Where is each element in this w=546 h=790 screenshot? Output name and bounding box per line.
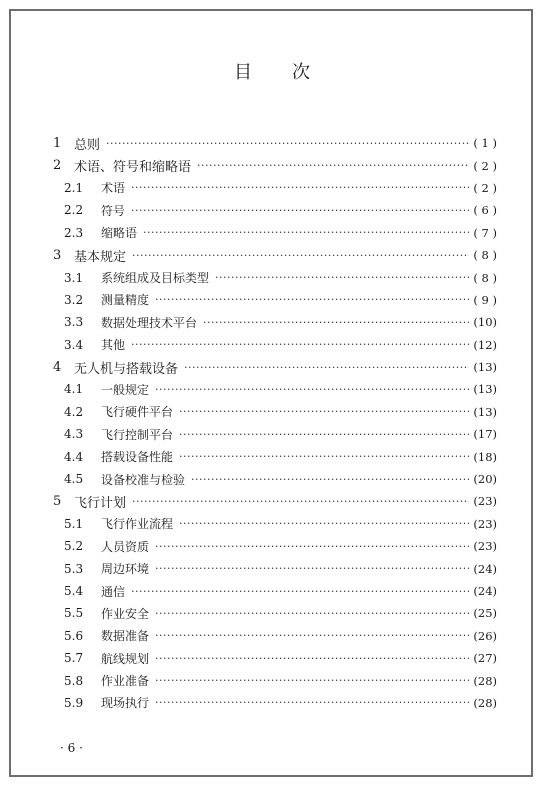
page-title	[0, 58, 546, 84]
toc-chapter-entry[interactable]	[53, 154, 497, 176]
dot-leader	[155, 540, 469, 553]
dot-leader	[179, 517, 469, 530]
toc-section-entry[interactable]	[53, 602, 497, 624]
toc-entry-page: ( 6 )	[473, 203, 497, 218]
toc-section-entry[interactable]	[53, 669, 497, 691]
toc-chapter-entry[interactable]	[53, 132, 497, 154]
toc-entry-title: 缩略语	[101, 226, 138, 241]
toc-section-entry[interactable]	[53, 311, 497, 333]
toc-entry-page: ( 1 )	[473, 136, 497, 151]
dot-leader	[197, 159, 469, 172]
toc-entry-page: (23)	[473, 539, 497, 554]
toc-section-entry[interactable]	[53, 177, 497, 199]
toc-entry-title: 飞行硬件平台	[101, 405, 174, 420]
toc-chapter-entry[interactable]	[53, 244, 497, 266]
title-char-1: 目	[234, 62, 254, 83]
toc-entry-page: (23)	[473, 516, 497, 531]
toc-entry-number: 2.3	[64, 225, 84, 240]
toc-entry-number: 4.4	[64, 449, 84, 464]
toc-section-entry[interactable]	[53, 692, 497, 714]
toc-entry-number: 5	[53, 493, 62, 509]
toc-entry-title: 符号	[101, 203, 126, 218]
dot-leader	[155, 652, 469, 665]
toc-entry-title: 测量精度	[101, 293, 150, 308]
toc-entry-title: 通信	[101, 584, 126, 599]
toc-entry-number: 3.4	[64, 337, 84, 352]
dot-leader	[143, 226, 469, 239]
dot-leader	[155, 562, 469, 575]
toc-entry-page: (28)	[473, 673, 497, 688]
toc-section-entry[interactable]	[53, 625, 497, 647]
toc-entry-title: 作业准备	[101, 674, 150, 689]
toc-entry-title: 数据准备	[101, 629, 150, 644]
dot-leader	[155, 607, 469, 620]
toc-section-entry[interactable]	[53, 647, 497, 669]
dot-leader	[131, 181, 469, 194]
toc-entry-title: 一般规定	[101, 382, 150, 397]
toc-entry-title: 飞行控制平台	[101, 427, 174, 442]
toc-entry-number: 1	[53, 135, 62, 151]
toc-entry-number: 5.3	[64, 561, 84, 576]
toc-section-entry[interactable]	[53, 289, 497, 311]
toc-entry-page: (27)	[473, 651, 497, 666]
toc-entry-title: 系统组成及目标类型	[101, 271, 210, 286]
toc-entry-title: 飞行作业流程	[101, 517, 174, 532]
toc-entry-page: (10)	[473, 315, 497, 330]
toc-chapter-entry[interactable]	[53, 490, 497, 512]
toc-entry-title: 术语	[101, 181, 126, 196]
toc-section-entry[interactable]	[53, 557, 497, 579]
toc-entry-title: 术语、符号和缩略语	[74, 160, 192, 176]
dot-leader	[215, 271, 469, 284]
table-of-contents	[53, 132, 497, 714]
toc-entry-page: (13)	[473, 360, 497, 375]
toc-section-entry[interactable]	[53, 580, 497, 602]
toc-entry-title: 现场执行	[101, 696, 150, 711]
toc-entry-number: 5.7	[64, 651, 84, 666]
title-char-2: 次	[292, 62, 312, 83]
toc-entry-title: 其他	[101, 338, 126, 353]
toc-entry-number: 3	[53, 247, 62, 263]
toc-section-entry[interactable]	[53, 378, 497, 400]
toc-entry-number: 5.2	[64, 539, 84, 554]
toc-entry-page: ( 8 )	[473, 248, 497, 263]
dot-leader	[132, 249, 469, 262]
toc-section-entry[interactable]	[53, 401, 497, 423]
dot-leader	[191, 473, 469, 486]
toc-entry-number: 3.1	[64, 270, 84, 285]
toc-entry-number: 3.3	[64, 315, 84, 330]
toc-entry-title: 飞行计划	[74, 495, 127, 511]
dot-leader	[179, 450, 469, 463]
dot-leader	[106, 137, 469, 150]
toc-entry-page: ( 2 )	[473, 158, 497, 173]
page-number: · 6 ·	[60, 741, 83, 755]
toc-entry-title: 总则	[74, 137, 101, 153]
toc-entry-title: 设备校准与检验	[101, 472, 186, 487]
toc-section-entry[interactable]	[53, 334, 497, 356]
toc-entry-number: 5.6	[64, 628, 84, 643]
toc-entry-page: (23)	[473, 494, 497, 509]
dot-leader	[155, 674, 469, 687]
toc-entry-title: 基本规定	[74, 249, 127, 265]
toc-entry-number: 2	[53, 158, 62, 174]
dot-leader	[155, 383, 469, 396]
toc-entry-title: 作业安全	[101, 606, 150, 621]
dot-leader	[131, 585, 469, 598]
toc-section-entry[interactable]	[53, 266, 497, 288]
toc-entry-page: (17)	[473, 427, 497, 442]
toc-section-entry[interactable]	[53, 222, 497, 244]
toc-entry-number: 4.3	[64, 427, 84, 442]
toc-entry-page: (20)	[473, 472, 497, 487]
toc-entry-number: 5.5	[64, 606, 84, 621]
toc-entry-page: (25)	[473, 606, 497, 621]
dot-leader	[131, 204, 469, 217]
toc-entry-page: (13)	[473, 404, 497, 419]
toc-section-entry[interactable]	[53, 423, 497, 445]
toc-entry-number: 5.8	[64, 673, 84, 688]
toc-entry-number: 5.1	[64, 516, 84, 531]
toc-entry-page: (28)	[473, 695, 497, 710]
dot-leader	[179, 405, 469, 418]
dot-leader	[132, 495, 469, 508]
toc-entry-page: ( 8 )	[473, 270, 497, 285]
toc-entry-title: 周边环境	[101, 562, 150, 577]
toc-entry-title: 航线规划	[101, 651, 150, 666]
toc-entry-page: (12)	[473, 337, 497, 352]
toc-entry-page: (18)	[473, 449, 497, 464]
toc-section-entry[interactable]	[53, 468, 497, 490]
toc-section-entry[interactable]	[53, 199, 497, 221]
toc-entry-page: ( 2 )	[473, 180, 497, 195]
dot-leader	[203, 316, 469, 329]
toc-entry-title: 搭载设备性能	[101, 450, 174, 465]
toc-entry-number: 4.1	[64, 382, 84, 397]
toc-section-entry[interactable]	[53, 513, 497, 535]
toc-entry-page: (13)	[473, 382, 497, 397]
toc-entry-page: (24)	[473, 584, 497, 598]
toc-chapter-entry[interactable]	[53, 356, 497, 378]
toc-entry-title: 无人机与搭载设备	[74, 361, 179, 377]
dot-leader	[155, 629, 469, 642]
toc-entry-page: (24)	[473, 561, 497, 576]
toc-entry-page: ( 7 )	[473, 225, 497, 240]
dot-leader	[155, 696, 469, 709]
dot-leader	[131, 338, 469, 351]
toc-entry-title: 人员资质	[101, 539, 150, 554]
toc-entry-number: 4.5	[64, 472, 84, 487]
toc-entry-number: 3.2	[64, 292, 84, 307]
toc-entry-page: (26)	[473, 628, 497, 643]
toc-entry-number: 5.9	[64, 695, 84, 710]
dot-leader	[155, 293, 469, 306]
toc-entry-number: 4	[53, 359, 62, 375]
toc-entry-number: 4.2	[64, 404, 84, 419]
toc-entry-number: 2.2	[64, 203, 84, 218]
dot-leader	[179, 428, 469, 441]
toc-entry-page: ( 9 )	[473, 292, 497, 307]
toc-entry-number: 2.1	[64, 180, 84, 195]
toc-section-entry[interactable]	[53, 535, 497, 557]
toc-section-entry[interactable]	[53, 445, 497, 467]
toc-entry-number: 5.4	[64, 584, 84, 598]
dot-leader	[184, 361, 469, 374]
toc-entry-title: 数据处理技术平台	[101, 315, 198, 330]
